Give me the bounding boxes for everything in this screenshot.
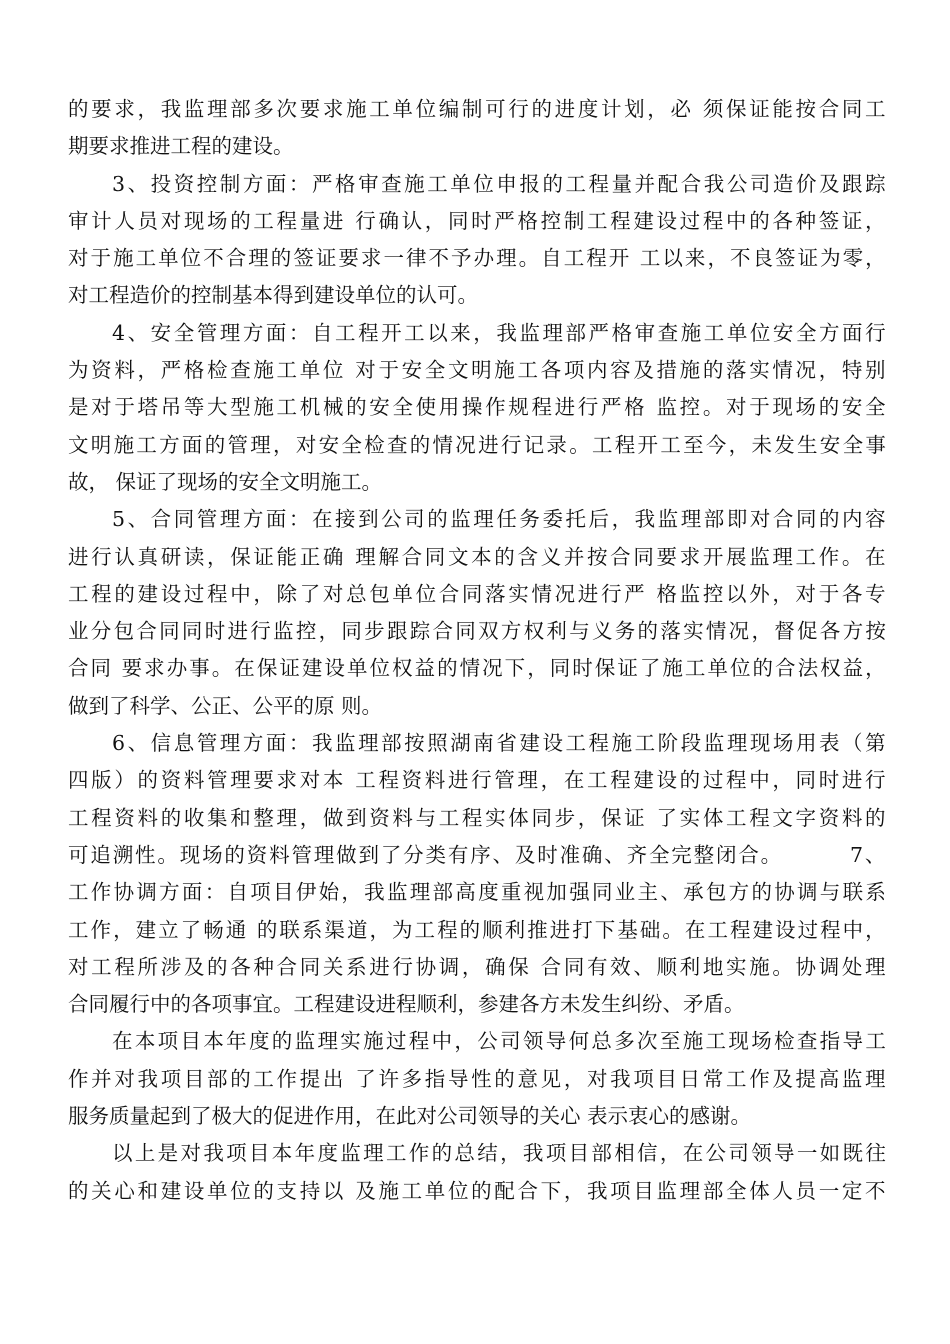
text-line: 的 要 求 ， 我 监 理 部 多 次 要 求 施 工 单 位 编 制 可 行 的 进 度 计 划 ， 必 须 保 证 能 按 合 同 工 [68, 97, 886, 121]
paragraph [68, 91, 886, 166]
text-line: 在 本 项 目 本 年 度 的 监 理 实 施 过 程 中 ， 公 司 领 导 何 总 多 次 至 施 工 现 场 检 查 指 导 工 [112, 1029, 886, 1054]
text-line: 以 上 是 对 我 项 目 本 年 度 监 理 工 作 的 总 结 ， 我 项 目 部 相 信 ， 在 公 司 领 导 一 如 既 往 [112, 1141, 886, 1166]
text-line: 对 于 施 工 单 位 不 合 理 的 签 证 要 求 一 律 不 予 办 理 。 自 工 程 开 工 以 来 ， 不 良 签 证 为 零 ， [68, 246, 886, 271]
text-line: 文 明 施 工 方 面 的 管 理 ， 对 安 全 检 查 的 情 况 进 行 记 录 。 工 程 开 工 至 今 ， 未 发 生 安 全 事 [68, 432, 886, 457]
text-line: 作 并 对 我 项 目 部 的 工 作 提 出 了 许 多 指 导 性 的 意 见 ， 对 我 项 目 日 常 工 作 及 提 高 监 理 [68, 1066, 886, 1091]
paragraph [68, 1135, 886, 1210]
text-line: 故， 保证了现场的安全文明施工。 [68, 469, 383, 494]
text-line: 做到了科学、公正、公平的原 则。 [68, 693, 383, 718]
text-line: 对工程造价的控制基本得到建设单位的认可。 [68, 283, 478, 308]
text-line: 业 分 包 合 同 同 时 进 行 监 控 ， 同 步 跟 踪 合 同 双 方 权 利 与 义 务 的 落 实 情 况 ， 督 促 各 方 按 [68, 619, 886, 644]
text-line: 工 作 协 调 方 面 ： 自 项 目 伊 始 ， 我 监 理 部 高 度 重 视 加 强 同 业 主 、 承 包 方 的 协 调 与 联 系 [68, 880, 886, 905]
text-line: 3 、 投 资 控 制 方 面 ： 严 格 审 查 施 工 单 位 申 报 的 工 程 量 并 配 合 我 公 司 造 价 及 跟 踪 [112, 171, 886, 196]
text-line: 是 对 于 塔 吊 等 大 型 施 工 机 械 的 安 全 使 用 操 作 规 程 进 行 严 格 监 控 。 对 于 现 场 的 安 全 [68, 395, 886, 420]
text-line: 合 同 要 求 办 事 。 在 保 证 建 设 单 位 权 益 的 情 况 下 ， 同 时 保 证 了 施 工 单 位 的 合 法 权 益 ， [68, 656, 886, 681]
text-line: 的 关 心 和 建 设 单 位 的 支 持 以 及 施 工 单 位 的 配 合 下 ， 我 项 目 监 理 部 全 体 人 员 一 定 不 [68, 1178, 886, 1203]
paragraph [68, 725, 886, 1023]
text-line: 4 、 安 全 管 理 方 面 ： 自 工 程 开 工 以 来 ， 我 监 理 部 严 格 审 查 施 工 单 位 安 全 方 面 行 [112, 320, 886, 345]
paragraph [68, 1023, 886, 1135]
text-line: 为 资 料 ， 严 格 检 查 施 工 单 位 对 于 安 全 文 明 施 工 各 项 内 容 及 措 施 的 落 实 情 况 ， 特 别 [68, 358, 886, 383]
paragraph [68, 315, 886, 501]
text-line: 6 、 信 息 管 理 方 面 ： 我 监 理 部 按 照 湖 南 省 建 设 工 程 施 工 阶 段 监 理 现 场 用 表 （ 第 [112, 731, 886, 756]
text-line: 四 版 ） 的 资 料 管 理 要 求 对 本 工 程 资 料 进 行 管 理 ， 在 工 程 建 设 的 过 程 中 ， 同 时 进 行 [68, 768, 886, 793]
document-page [68, 91, 886, 1210]
text-line: 服务质量起到了极大的促进作用，在此对公司领导的关心 表示衷心的感谢。 [68, 1104, 752, 1129]
text-line: 工 作 ， 建 立 了 畅 通 的 联 系 渠 道 ， 为 工 程 的 顺 利 推 进 打 下 基 础 。 在 工 程 建 设 过 程 中 ， [68, 917, 886, 942]
text-line: 5 、 合 同 管 理 方 面 ： 在 接 到 公 司 的 监 理 任 务 委 托 后 ， 我 监 理 部 即 对 合 同 的 内 容 [112, 507, 886, 532]
text-line: 工 程 资 料 的 收 集 和 整 理 ， 做 到 资 料 与 工 程 实 体 同 步 ， 保 证 了 实 体 工 程 文 字 资 料 的 [68, 805, 886, 830]
paragraph [68, 166, 886, 315]
text-line: 合同履行中的各项事宜。工程建设进程顺利，参建各方未发生纠纷、矛盾。 [68, 992, 745, 1017]
text-line: 审 计 人 员 对 现 场 的 工 程 量 进 行 确 认 ， 同 时 严 格 控 制 工 程 建 设 过 程 中 的 各 种 签 证 ， [68, 208, 886, 233]
paragraph [68, 501, 886, 725]
text-line: 对 工 程 所 涉 及 的 各 种 合 同 关 系 进 行 协 调 ， 确 保 合 同 有 效 、 顺 利 地 实 施 。 协 调 处 理 [68, 954, 886, 979]
text-line: 进 行 认 真 研 读 ， 保 证 能 正 确 理 解 合 同 文 本 的 含 义 并 按 合 同 要 求 开 展 监 理 工 作 。 在 [68, 544, 886, 569]
text-line: 可 追 溯 性 。 现 场 的 资 料 管 理 做 到 了 分 类 有 序 、 及 时 准 确 、 齐 全 完 整 闭 合 。 7 、 [68, 842, 886, 867]
text-line: 工 程 的 建 设 过 程 中 ， 除 了 对 总 包 单 位 合 同 落 实 情 况 进 行 严 格 监 控 以 外 ， 对 于 各 专 [68, 581, 886, 606]
text-line: 期要求推进工程的建设。 [68, 134, 294, 159]
